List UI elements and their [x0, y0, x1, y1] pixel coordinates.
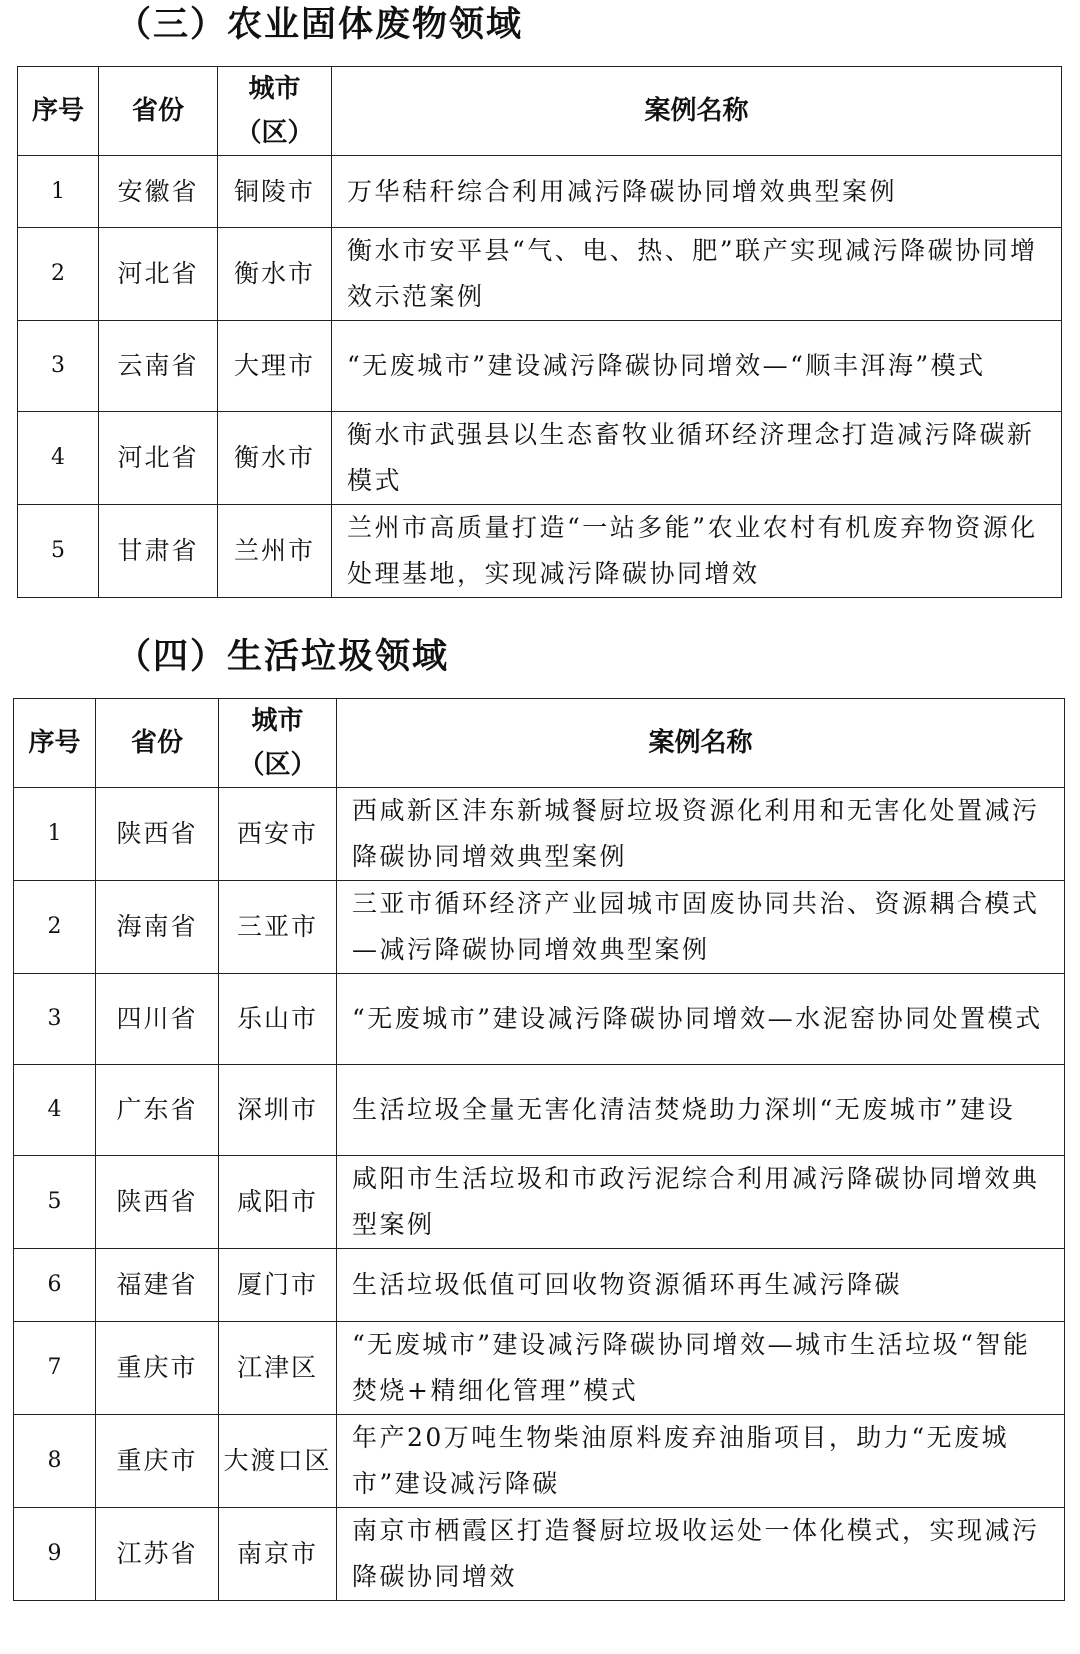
header-city [218, 67, 332, 156]
section-title-agricultural-waste: （三）农业固体废物领域 [116, 5, 524, 45]
cell-no: 1 [18, 156, 99, 228]
header-city-line2: （区） [238, 750, 317, 780]
table-row [18, 505, 1062, 598]
cell-no: 3 [14, 974, 96, 1065]
cell-case-name: 南京市栖霞区打造餐厨垃圾收运处一体化模式，实现减污降碳协同增效 [337, 1508, 1065, 1601]
cell-case-name: “无废城市”建设减污降碳协同增效—“顺丰洱海”模式 [332, 321, 1062, 412]
cell-city: 兰州市 [218, 505, 332, 598]
table-row [14, 1065, 1065, 1156]
cell-case-name: 西咸新区沣东新城餐厨垃圾资源化利用和无害化处置减污降碳协同增效典型案例 [337, 788, 1065, 881]
cell-province: 河北省 [99, 228, 218, 321]
cell-province: 甘肃省 [99, 505, 218, 598]
cell-city: 江津区 [219, 1322, 337, 1415]
cell-city: 三亚市 [219, 881, 337, 974]
cell-no: 2 [18, 228, 99, 321]
cell-city: 咸阳市 [219, 1156, 337, 1249]
cell-province: 海南省 [96, 881, 219, 974]
table-row [14, 1249, 1065, 1322]
cell-no: 5 [18, 505, 99, 598]
cell-city: 南京市 [219, 1508, 337, 1601]
cell-city: 深圳市 [219, 1065, 337, 1156]
table-header-row [14, 699, 1065, 788]
table-row [14, 1508, 1065, 1601]
cell-province: 河北省 [99, 412, 218, 505]
table-row [18, 228, 1062, 321]
table-row [14, 1322, 1065, 1415]
cell-city: 厦门市 [219, 1249, 337, 1322]
cell-case-name: 生活垃圾低值可回收物资源循环再生减污降碳 [337, 1249, 1065, 1322]
cell-no: 3 [18, 321, 99, 412]
cell-province: 重庆市 [96, 1415, 219, 1508]
header-city-line1: 城市 [251, 706, 304, 736]
header-no: 序号 [14, 699, 96, 788]
cell-no: 6 [14, 1249, 96, 1322]
cell-city: 大理市 [218, 321, 332, 412]
cell-city: 衡水市 [218, 412, 332, 505]
header-case-name: 案例名称 [337, 699, 1065, 788]
table-row [18, 156, 1062, 228]
cell-case-name: 咸阳市生活垃圾和市政污泥综合利用减污降碳协同增效典型案例 [337, 1156, 1065, 1249]
cell-city: 衡水市 [218, 228, 332, 321]
cell-case-name: “无废城市”建设减污降碳协同增效—水泥窑协同处置模式 [337, 974, 1065, 1065]
header-case-name: 案例名称 [332, 67, 1062, 156]
table-row [14, 1156, 1065, 1249]
cell-case-name: 衡水市武强县以生态畜牧业循环经济理念打造减污降碳新模式 [332, 412, 1062, 505]
cell-province: 广东省 [96, 1065, 219, 1156]
cell-case-name: 生活垃圾全量无害化清洁焚烧助力深圳“无废城市”建设 [337, 1065, 1065, 1156]
table-row [18, 321, 1062, 412]
cell-case-name: 三亚市循环经济产业园城市固废协同共治、资源耦合模式—减污降碳协同增效典型案例 [337, 881, 1065, 974]
cell-case-name: 万华秸秆综合利用减污降碳协同增效典型案例 [332, 156, 1062, 228]
cell-province: 重庆市 [96, 1322, 219, 1415]
header-city [219, 699, 337, 788]
cell-no: 4 [18, 412, 99, 505]
cell-city: 乐山市 [219, 974, 337, 1065]
section-title-household-waste: （四）生活垃圾领域 [116, 637, 450, 677]
header-city-line2: （区） [235, 118, 314, 148]
cell-no: 8 [14, 1415, 96, 1508]
cell-no: 4 [14, 1065, 96, 1156]
header-province: 省份 [99, 67, 218, 156]
table-header-row [18, 67, 1062, 156]
cell-city: 铜陵市 [218, 156, 332, 228]
header-no: 序号 [18, 67, 99, 156]
header-city-line1: 城市 [248, 74, 301, 104]
table-row [14, 1415, 1065, 1508]
cell-province: 四川省 [96, 974, 219, 1065]
household-waste-case-table [13, 698, 1065, 1601]
cell-city: 西安市 [219, 788, 337, 881]
table-row [14, 788, 1065, 881]
cell-case-name: 衡水市安平县“气、电、热、肥”联产实现减污降碳协同增效示范案例 [332, 228, 1062, 321]
cell-case-name: “无废城市”建设减污降碳协同增效—城市生活垃圾“智能焚烧+精细化管理”模式 [337, 1322, 1065, 1415]
cell-case-name: 兰州市高质量打造“一站多能”农业农村有机废弃物资源化处理基地，实现减污降碳协同增效 [332, 505, 1062, 598]
cell-no: 1 [14, 788, 96, 881]
table-row [18, 412, 1062, 505]
cell-case-name: 年产20万吨生物柴油原料废弃油脂项目，助力“无废城市”建设减污降碳 [337, 1415, 1065, 1508]
cell-province: 陕西省 [96, 788, 219, 881]
cell-province: 江苏省 [96, 1508, 219, 1601]
cell-province: 云南省 [99, 321, 218, 412]
table-row [14, 974, 1065, 1065]
cell-no: 2 [14, 881, 96, 974]
cell-province: 安徽省 [99, 156, 218, 228]
table-row [14, 881, 1065, 974]
cell-province: 福建省 [96, 1249, 219, 1322]
header-province: 省份 [96, 699, 219, 788]
cell-no: 7 [14, 1322, 96, 1415]
cell-no: 5 [14, 1156, 96, 1249]
cell-province: 陕西省 [96, 1156, 219, 1249]
cell-no: 9 [14, 1508, 96, 1601]
agricultural-waste-case-table [17, 66, 1062, 598]
cell-city: 大渡口区 [219, 1415, 337, 1508]
